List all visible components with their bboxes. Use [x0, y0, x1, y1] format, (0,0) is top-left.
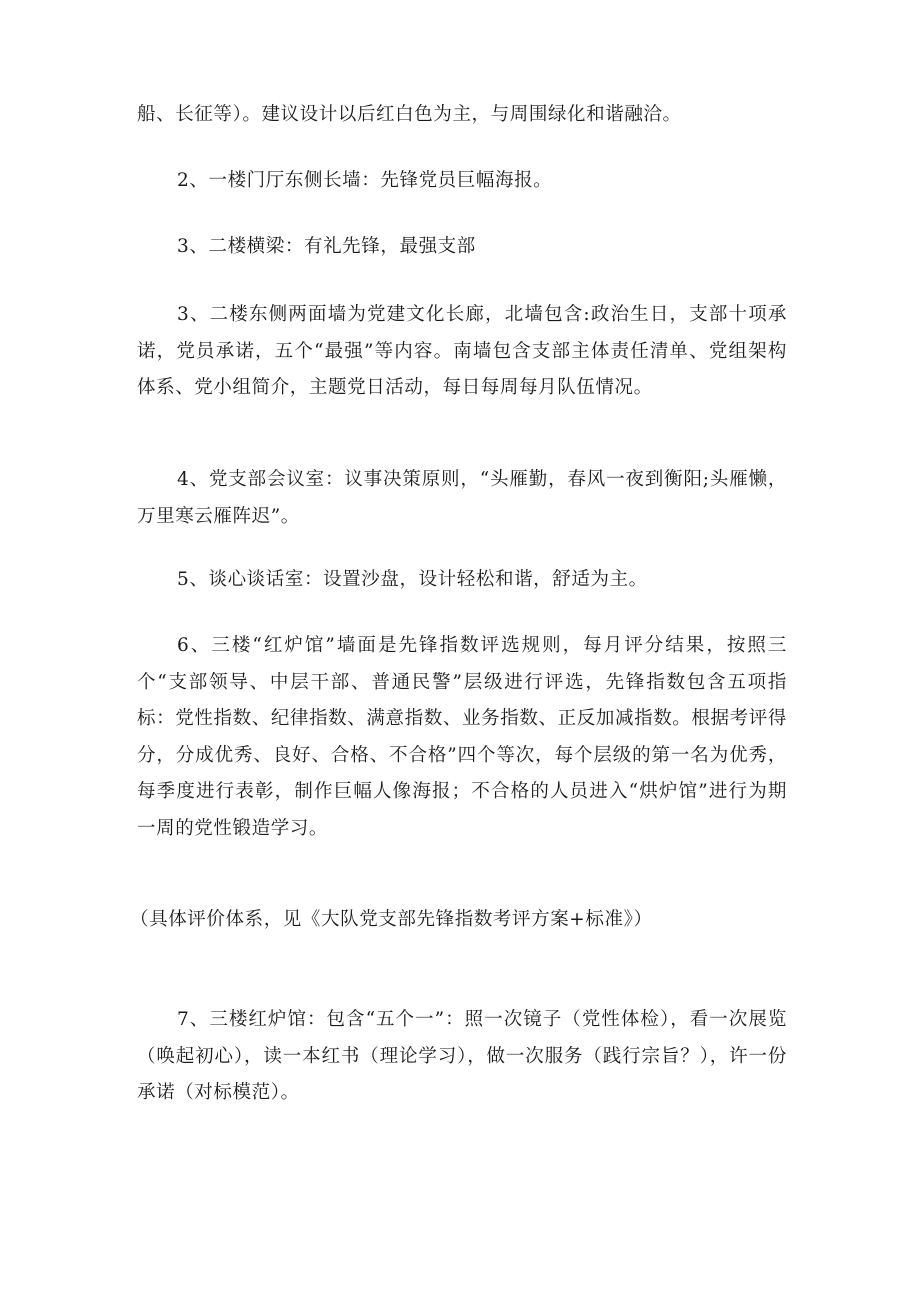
- paragraph-continuation: 船、长征等）。建议设计以后红白色为主，与周围绿化和谐融洽。: [137, 104, 682, 125]
- paragraph-note: （具体评价体系，见《大队党支部先锋指数考评方案+标准》）: [130, 909, 653, 930]
- paragraph-item-3-beam: 3、二楼横梁：有礼先锋，最强支部: [177, 236, 476, 257]
- paragraph-item-2: 2、一楼门厅东侧长墙：先锋党员巨幅海报。: [177, 170, 553, 191]
- paragraph-item-5: 5、谈心谈话室：设置沙盘，设计轻松和谐，舒适为主。: [177, 569, 648, 590]
- paragraph-item-4: 4、党支部会议室：议事决策原则，“头雁勤，春风一夜到衡阳;头雁懒，万里寒云雁阵迟”。: [137, 469, 787, 527]
- paragraph-item-7: 7、三楼红炉馆：包含“五个一”：照一次镜子（党性体检），看一次展览（唤起初心），读一本红书（理论学习），做一次服务（践行宗旨？），许一份承诺（对标模范）。: [137, 1009, 787, 1103]
- paragraph-item-3-corridor: 3、二楼东侧两面墙为党建文化长廊，北墙包含:政治生日，支部十项承诺，党员承诺，五个“最强”等内容。南墙包含支部主体责任清单、党组架构体系、党小组简介，主题党日活动，每日每周每月队伍情况。: [137, 304, 787, 398]
- paragraph-item-6: 6、三楼“红炉馆”墙面是先锋指数评选规则，每月评分结果，按照三个“支部领导、中层干部、普通民警”层级进行评选，先锋指数包含五项指标：党性指数、纪律指数、满意指数、业务指数、正反加减指数。根据考评得分，分成优秀、良好、合格、不合格”四个等次，每个层级的第一名为优秀，每季度进行表彰，制作巨幅人像海报；不合格的人员进入“烘炉馆”进行为期一周的党性锻造学习。: [137, 635, 787, 839]
